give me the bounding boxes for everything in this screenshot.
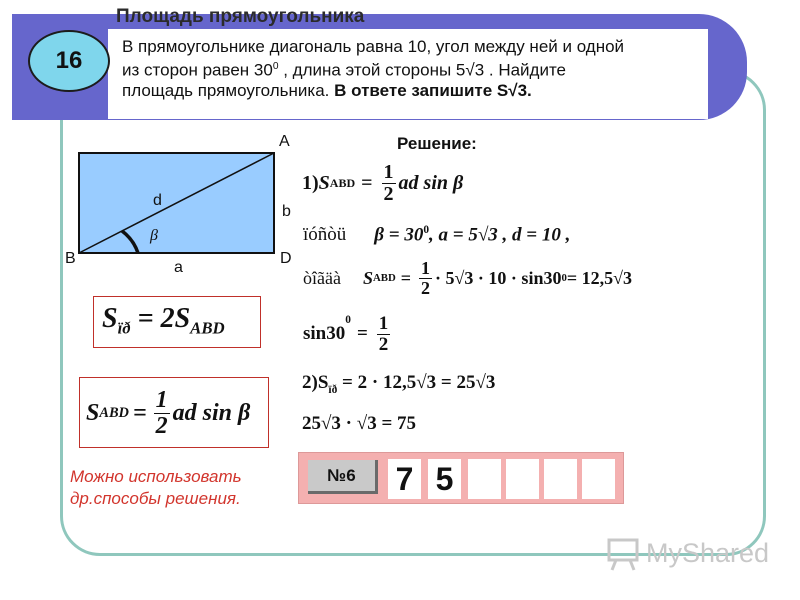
task-number-badge: 16 [28, 30, 110, 92]
answer-instruction: В ответе запишите S√3. [334, 80, 532, 100]
formula-rest: ad sin β [398, 172, 464, 194]
formula-rest: ad sin β [172, 400, 251, 427]
degree-superscript: 0 [272, 61, 279, 72]
step-expression: 2)S [302, 372, 329, 393]
answer-cell[interactable]: 7 [387, 458, 422, 500]
symbol-s: S [362, 267, 373, 288]
given-values: , a = 5√3 , d = 10 , [429, 224, 571, 246]
solution-label: Решение: [397, 134, 477, 153]
diagonal-label: d [153, 192, 162, 209]
problem-line-1: В прямоугольнике диагональ равна 10, угол между ней и одной [122, 37, 625, 56]
angle-beta-label: β [150, 227, 158, 244]
equals-sign: = [356, 323, 368, 345]
answer-number-label: №6 [308, 460, 378, 494]
denominator: 2 [421, 277, 431, 298]
degree-superscript: 0 [423, 224, 430, 236]
numerator: 1 [383, 161, 394, 183]
problem-line-2 [122, 57, 712, 81]
symbol-s: S [318, 172, 330, 194]
answer-field [298, 452, 624, 504]
solution-line-5 [302, 372, 495, 396]
fraction-half [154, 388, 170, 439]
solution-line-4 [303, 314, 393, 355]
alternative-methods-note [70, 466, 290, 510]
answer-cell[interactable] [467, 458, 502, 500]
symbol-s: S [86, 400, 100, 427]
area-formula [102, 303, 225, 339]
vertex-label-d: D [280, 250, 292, 267]
solution-line-2 [303, 224, 570, 246]
degree-superscript: 0 [345, 314, 351, 326]
numerator: 1 [155, 387, 168, 413]
subscript: ABD [99, 405, 129, 422]
given-word: ïóñòü [303, 224, 347, 246]
equals-sign: = [400, 267, 412, 288]
area-formula-box [93, 296, 261, 348]
equals-expression: = 2S [137, 303, 191, 334]
then-word: òîãäà [303, 267, 341, 288]
step-result: = 2 · 12,5√3 = 25√3 [337, 372, 496, 393]
sine-expression: sin30 [303, 323, 346, 345]
numerator: 1 [378, 313, 389, 334]
symbol-s: S [102, 303, 118, 334]
subscript: ABD [329, 176, 356, 190]
answer-cell[interactable] [581, 458, 616, 500]
side-label-b: b [282, 203, 291, 220]
presentation-icon [604, 534, 644, 574]
fraction-half [382, 162, 396, 205]
triangle-area-formula-box [79, 377, 269, 448]
problem-text: из сторон равен 30 [122, 60, 273, 80]
problem-statement [122, 37, 712, 101]
given-values: β = 30 [374, 224, 424, 246]
equals-sign: = [132, 400, 147, 427]
degree-superscript: 0 [561, 272, 567, 285]
answer-cell[interactable] [505, 458, 540, 500]
subscript: ABD [372, 272, 396, 285]
slide-title: Площадь прямоугольника [116, 6, 365, 27]
subscript: ABD [190, 318, 225, 338]
watermark-text: MyShared [646, 538, 770, 568]
note-line: др.способы решения. [70, 489, 241, 508]
solution-line-3 [303, 259, 632, 298]
equals-sign: = [361, 172, 373, 194]
answer-cell[interactable]: 5 [427, 458, 462, 500]
rectangle-figure [70, 130, 310, 280]
triangle-area-formula [86, 388, 250, 439]
problem-text: площадь прямоугольника. [122, 80, 335, 100]
vertex-label-b: B [65, 250, 76, 267]
side-label-a: a [174, 259, 183, 276]
subscript: ïð [328, 383, 338, 396]
vertex-label-a: A [279, 133, 290, 150]
problem-line-3 [122, 81, 712, 101]
denominator: 2 [383, 183, 394, 205]
denominator: 2 [155, 413, 168, 440]
fraction-half [377, 314, 391, 355]
fraction-half [419, 259, 432, 298]
numerator: 1 [421, 258, 431, 278]
step-number: 1) [302, 172, 319, 194]
answer-cell[interactable] [543, 458, 578, 500]
denominator: 2 [378, 333, 389, 355]
solution-line-1 [302, 162, 463, 205]
problem-text: , длина этой стороны 5√3 . Найдите [278, 60, 567, 80]
subscript: ïð [117, 318, 131, 338]
solution-line-6: 25√3 · √3 = 75 [302, 413, 417, 434]
calculation-result: = 12,5√3 [566, 267, 632, 288]
calculation: · 5√3 · 10 · sin30 [435, 267, 562, 288]
note-line: Можно использовать [70, 467, 242, 486]
